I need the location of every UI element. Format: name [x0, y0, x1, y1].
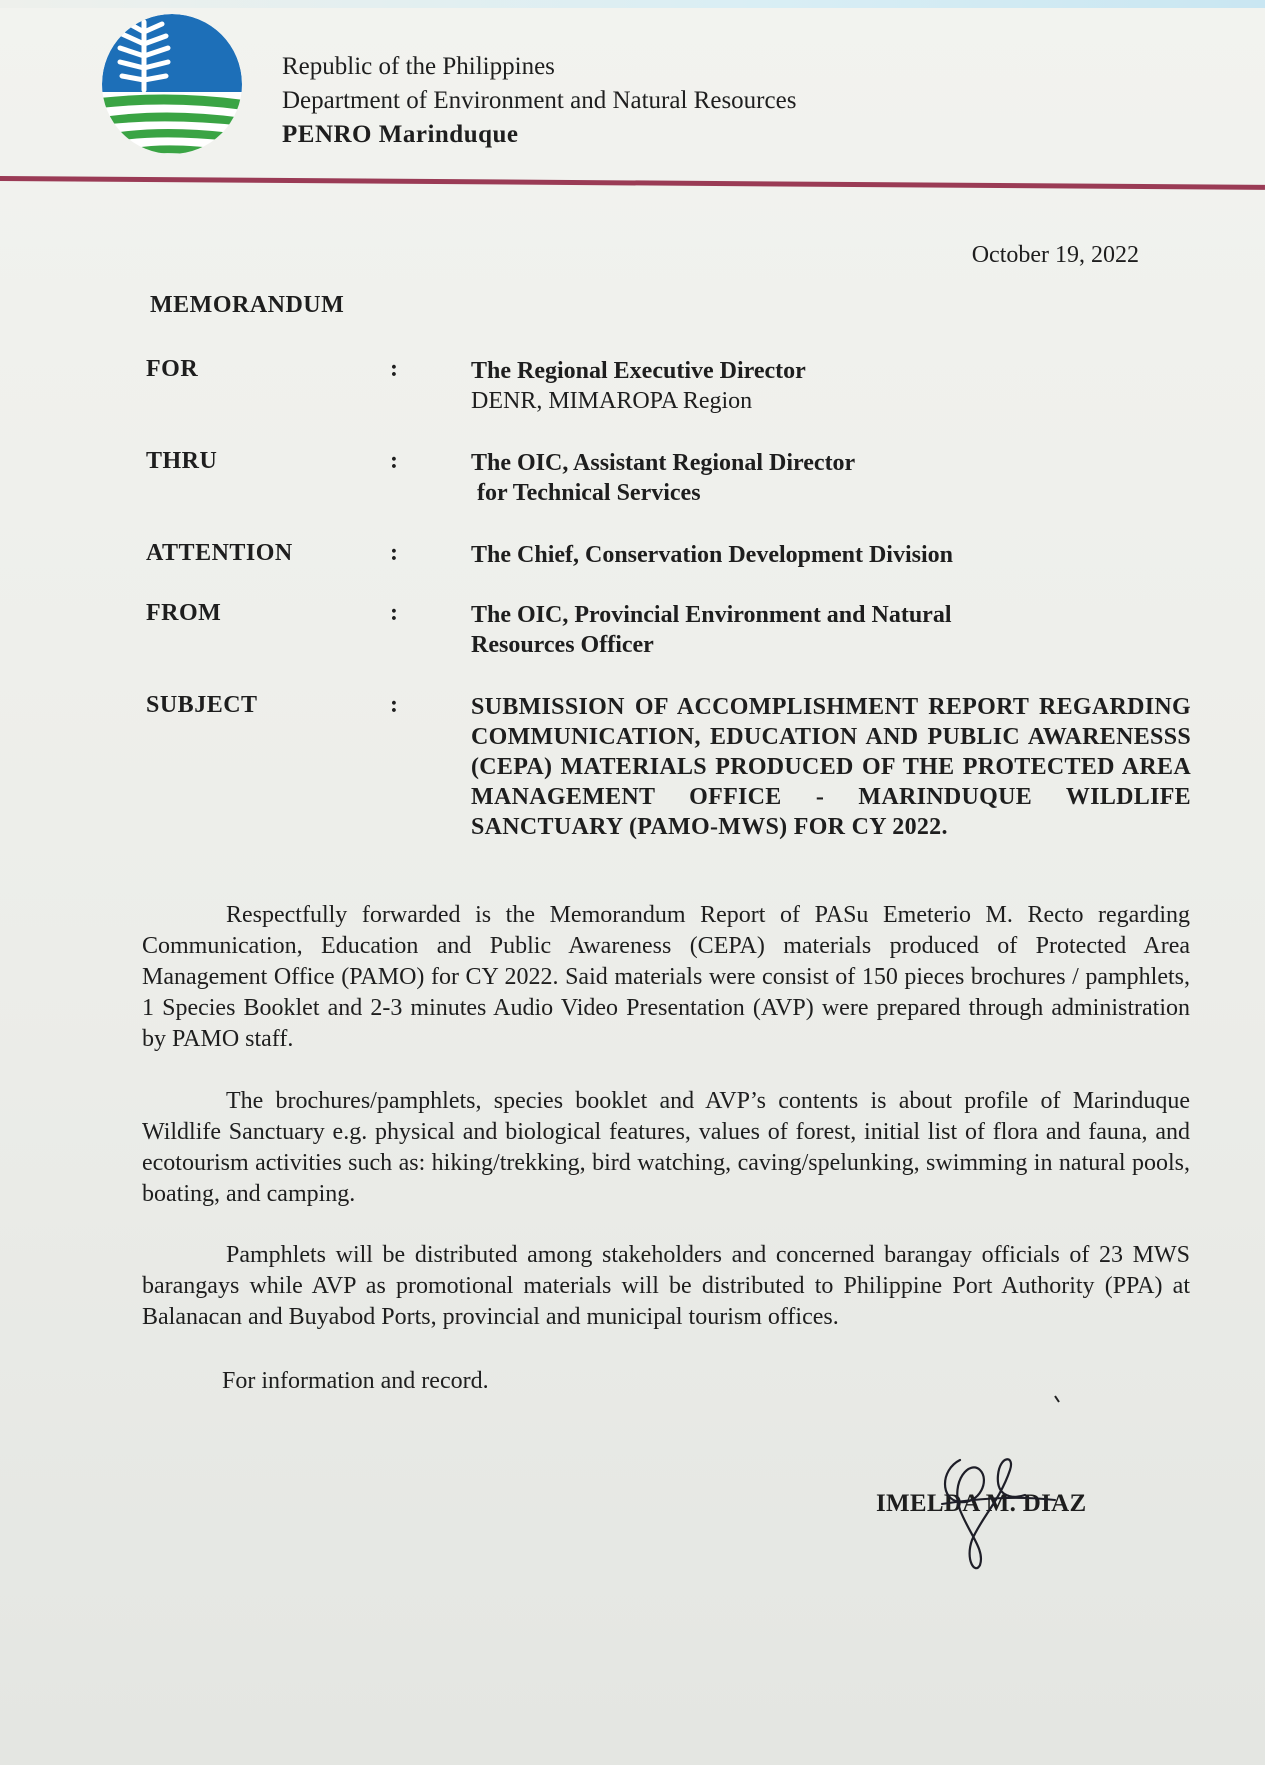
handwritten-signature [930, 1440, 1060, 1570]
memo-date: October 19, 2022 [971, 242, 1139, 268]
field-thru-line2: for Technical Services [477, 480, 701, 506]
field-thru-line1: The OIC, Assistant Regional Director [471, 450, 856, 476]
field-for-line2: DENR, MIMAROPA Region [471, 388, 753, 414]
body-paragraph-3: Pamphlets will be distributed among stakeholders and concerned barangay officials of 23 MWS barangays while AVP as promotional materials will be distributed to Philippine Port Authority (PPA) at Balanacan and Buyabod Ports, provincial and municipal tourism offices. [142, 1242, 1190, 1330]
field-subject-label: SUBJECT [146, 692, 258, 718]
field-thru-label: THRU [146, 448, 218, 474]
body-paragraph-1: Respectfully forwarded is the Memorandum Report of PASu Emeterio M. Recto regarding Communication, Education and Public Awareness (CEPA) materials produced of Protected Area Management Office (PAMO) for CY 2022. Said materials were consist of 150 pieces brochures / pamphlets, 1 Species Booklet and 2-3 minutes Audio Video Presentation (AVP) were prepared through administration by PAMO staff. [142, 902, 1190, 1052]
field-thru-value [471, 448, 1191, 508]
field-for-line1: The Regional Executive Director [471, 358, 806, 384]
closing-line: For information and record. [222, 1368, 489, 1394]
field-attention-value [471, 540, 1191, 570]
header-divider [0, 176, 1265, 190]
field-for-value [471, 356, 1191, 416]
field-attention-label: ATTENTION [146, 540, 293, 566]
field-thru-colon: : [390, 448, 398, 474]
letterhead [282, 50, 796, 152]
field-subject-colon: : [390, 692, 398, 718]
signatory-name: IMELDA M. DIAZ [876, 1490, 1087, 1517]
memo-title: MEMORANDUM [150, 292, 345, 318]
top-edge-shadow [0, 0, 1265, 8]
field-attention-line1: The Chief, Conservation Development Division [471, 542, 953, 568]
letterhead-department: Department of Environment and Natural Resources [282, 87, 797, 114]
field-from-colon: : [390, 600, 398, 626]
letterhead-republic: Republic of the Philippines [282, 53, 555, 80]
field-for-label: FOR [146, 356, 199, 382]
letterhead-office: PENRO Marinduque [282, 121, 519, 148]
field-from-label: FROM [146, 600, 222, 626]
field-attention-colon: : [390, 540, 398, 566]
field-subject-value: SUBMISSION OF ACCOMPLISHMENT REPORT REGARDING COMMUNICATION, EDUCATION AND PUBLIC AWARENESSS (CEPA) MATERIALS PRODUCED OF THE PROTECTED AREA MANAGEMENT OFFICE - MARINDUQUE WILDLIFE SANCTUARY (PAMO-MWS) FOR CY 2022. [471, 694, 1191, 840]
field-from-value [471, 600, 1191, 660]
field-from-line1: The OIC, Provincial Environment and Natural [471, 602, 952, 628]
denr-logo-icon [100, 12, 244, 160]
field-for-colon: : [390, 356, 398, 382]
body-paragraph-2: The brochures/pamphlets, species booklet and AVP’s contents is about profile of Marinduque Wildlife Sanctuary e.g. physical and biological features, values of forest, initial list of flora and fauna, and ecotourism activities such as: hiking/trekking, bird watching, caving/spelunking, swimming in natural pools, boating, and camping. [142, 1088, 1190, 1207]
check-mark-icon [1054, 1394, 1064, 1404]
field-from-line2: Resources Officer [471, 632, 654, 658]
